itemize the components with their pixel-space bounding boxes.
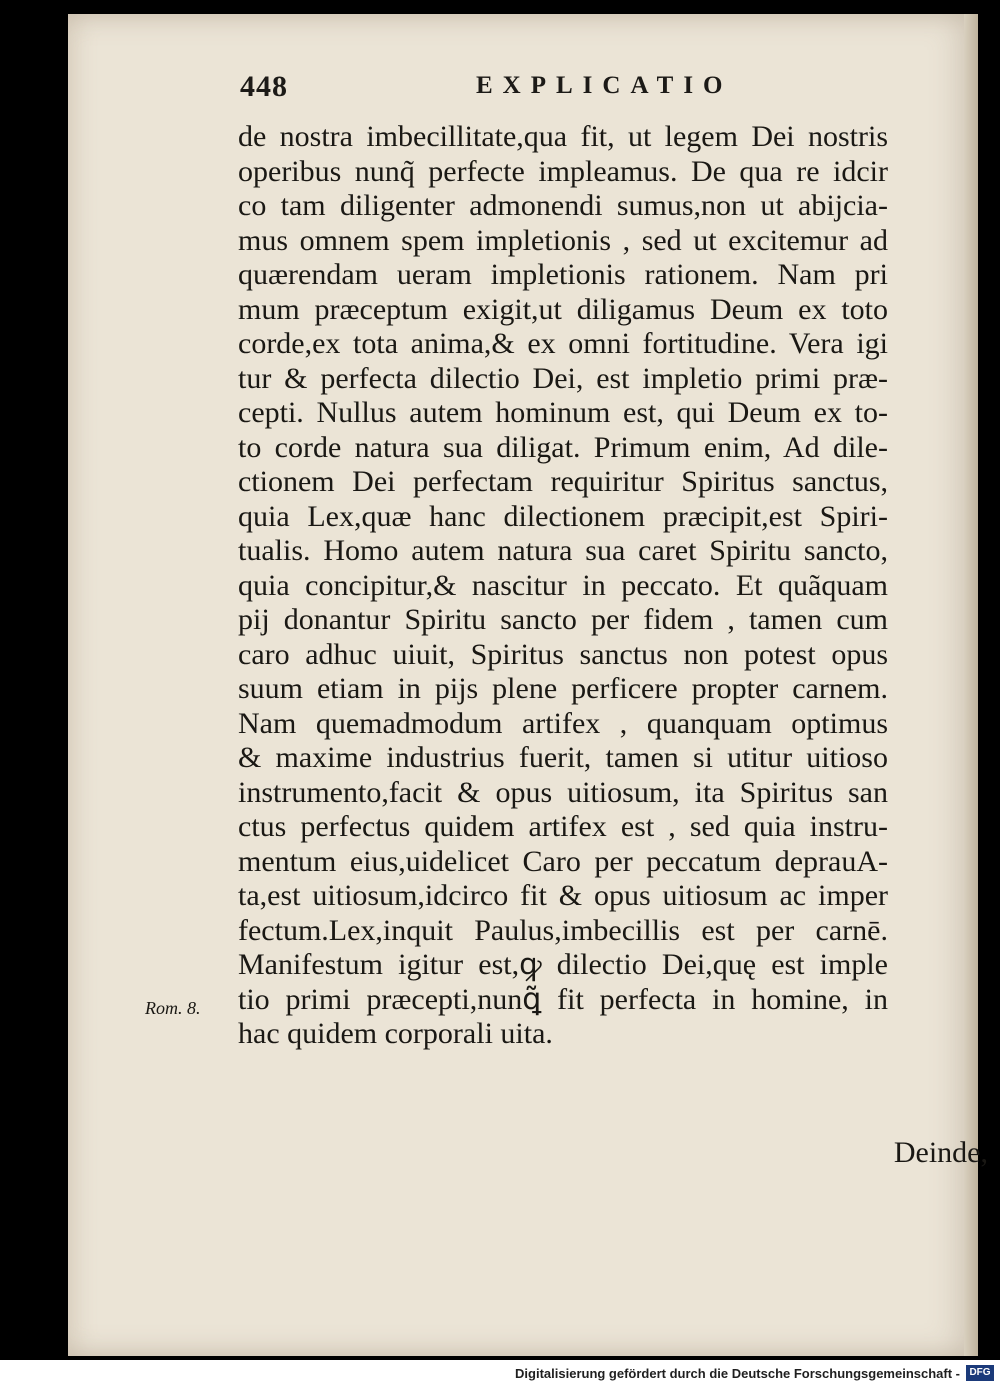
text-line: caro adhuc uiuit, Spiritus sanctus non potest opus — [238, 637, 888, 671]
text-line: quia Lex,quæ hanc dilectionem præcipit,est Spiri- — [238, 499, 888, 533]
text-line: hac quidem corporali uita. — [238, 1017, 553, 1050]
running-title: EXPLICATIO — [476, 72, 733, 99]
text-line: co tam diligenter admonendi sumus,non ut abijcia- — [238, 189, 888, 222]
text-line: & maxime industrius fuerit, tamen si utitur uitioso — [238, 741, 888, 774]
text-line: tualis. Homo autem natura sua caret Spiritu sancto, — [238, 534, 888, 567]
main-text-block — [238, 120, 888, 1052]
page-number: 448 — [240, 70, 288, 103]
text-line: fectum.Lex,inquit Paulus,imbecillis est per carnē. — [238, 913, 888, 947]
text-line: quærendam ueram impletionis rationem. Nam pri — [238, 258, 888, 291]
text-line: Nam quemadmodum artifex , quanquam optimus — [238, 706, 888, 740]
text-line: cepti. Nullus autem hominum est, qui Deum ex to- — [238, 396, 888, 429]
text-line: mus omnem spem impletionis , sed ut excitemur ad — [238, 223, 888, 257]
text-line: ctionem Dei perfectam requiritur Spiritus sanctus, — [238, 465, 888, 498]
text-line: Manifestum igitur est,ꝙ dilectio Dei,quę est imple — [238, 948, 888, 981]
catchword: Deinde, — [893, 1136, 988, 1169]
text-line: pij donantur Spiritu sancto per fidem , tamen cum — [238, 603, 888, 636]
running-head — [240, 70, 800, 110]
text-line: operibus nunq̃ perfecte impleamus. De qua re idcir — [238, 154, 888, 188]
margin-note: Rom. 8. — [145, 998, 201, 1018]
text-line: instrumento,facit & opus uitiosum, ita Spiritus san — [238, 775, 888, 809]
text-line: de nostra imbecillitate,qua fit, ut legem Dei nostris — [238, 120, 888, 153]
text-line: quia concipitur,& nascitur in peccato. Et quãquam — [238, 568, 888, 602]
text-line: corde,ex tota anima,& ex omni fortitudine. Vera igi — [238, 327, 888, 360]
text-line: mentum eius,uidelicet Caro per peccatum deprauA- — [238, 844, 888, 878]
text-line: tio primi præcepti,nunꝗ̃ fit perfecta in homine, in — [238, 982, 888, 1016]
dfg-logo-icon: DFG — [966, 1365, 994, 1381]
text-line: mum præceptum exigit,ut diligamus Deum ex toto — [238, 292, 888, 326]
text-line: to corde natura sua diligat. Primum enim, Ad dile- — [238, 430, 888, 464]
text-line: ta,est uitiosum,idcirco fit & opus uitiosum ac imper — [238, 879, 888, 912]
funding-credit: Digitalisierung gefördert durch die Deutsche Forschungsgemeinschaft - — [515, 1366, 960, 1381]
text-line: suum etiam in pijs plene perficere propter carnem. — [238, 672, 888, 705]
text-line: ctus perfectus quidem artifex est , sed quia instru- — [238, 810, 888, 843]
text-line: tur & perfecta dilectio Dei, est impletio primi præ- — [238, 361, 888, 395]
footer-bar — [0, 1360, 1000, 1388]
